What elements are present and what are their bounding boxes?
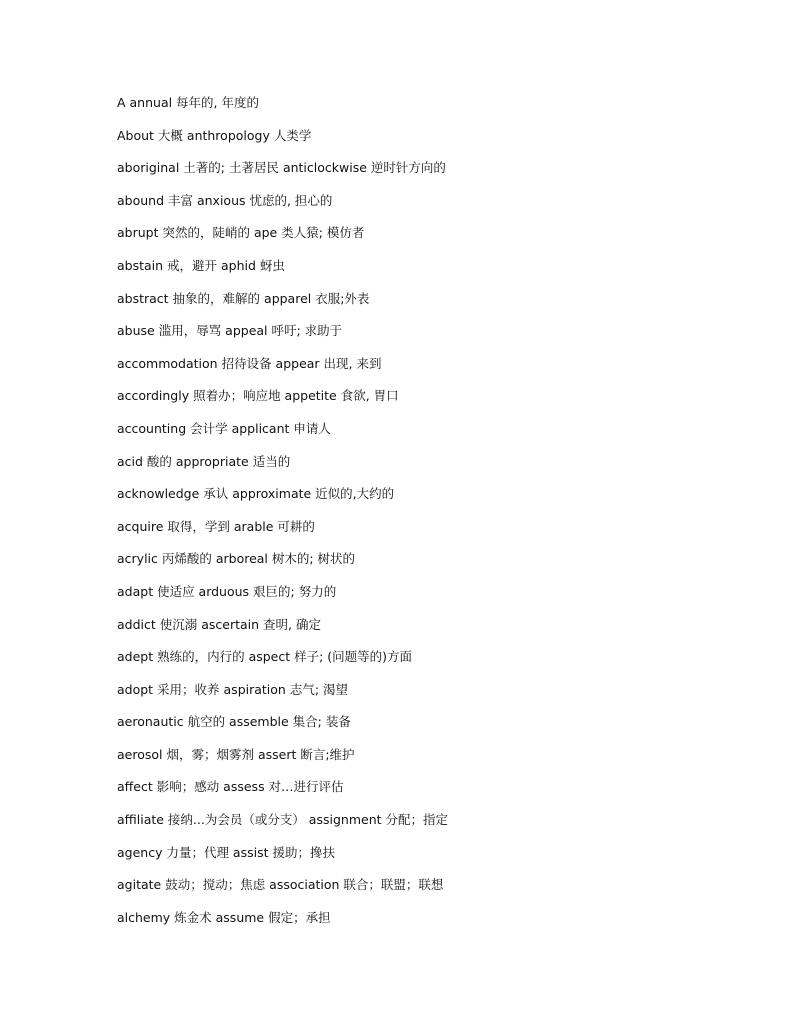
vocabulary-line: adopt 采用；收养 aspiration 志气; 渴望	[117, 681, 349, 697]
vocabulary-list	[117, 93, 717, 940]
vocabulary-line: A annual 每年的, 年度的	[117, 95, 260, 110]
vocabulary-line: affiliate 接纳...为会员（或分支） assignment 分配；指定	[117, 812, 448, 828]
vocabulary-line: abound 丰富 anxious 忧虑的, 担心的	[117, 192, 333, 208]
vocabulary-line: adapt 使适应 arduous 艰巨的; 努力的	[117, 583, 337, 599]
vocabulary-line: aerosol 烟，雾；烟雾剂 assert 断言;维护	[117, 746, 355, 762]
vocabulary-line: acid 酸的 appropriate 适当的	[117, 453, 291, 469]
vocabulary-line: abrupt 突然的，陡峭的 ape 类人猿; 模仿者	[117, 225, 365, 241]
vocabulary-line: acquire 取得，学到 arable 可耕的	[117, 518, 315, 534]
vocabulary-line: abuse 滥用，辱骂 appeal 呼吁; 求助于	[117, 323, 343, 339]
vocabulary-line: addict 使沉溺 ascertain 查明, 确定	[117, 616, 321, 632]
vocabulary-line: abstract 抽象的，难解的 apparel 衣服;外表	[117, 290, 370, 306]
vocabulary-line: accordingly 照着办；响应地 appetite 食欲, 胃口	[117, 388, 399, 404]
vocabulary-line: accounting 会计学 applicant 申请人	[117, 420, 331, 436]
vocabulary-line: About 大概 anthropology 人类学	[117, 127, 312, 143]
vocabulary-line: acknowledge 承认 approximate 近似的,大约的	[117, 486, 395, 502]
vocabulary-line: accommodation 招待设备 appear 出现, 来到	[117, 355, 382, 371]
vocabulary-line: affect 影响；感动 assess 对…进行评估	[117, 779, 344, 795]
vocabulary-line: aeronautic 航空的 assemble 集合; 装备	[117, 714, 351, 730]
vocabulary-line: agitate 鼓动；搅动；焦虑 association 联合；联盟；联想	[117, 877, 444, 893]
vocabulary-line: adept 熟练的，内行的 aspect 样子; (问题等的)方面	[117, 649, 413, 665]
vocabulary-line: agency 力量；代理 assist 援助；搀扶	[117, 844, 335, 860]
vocabulary-line: aboriginal 土著的; 土著居民 anticlockwise 逆时针方向的	[117, 160, 446, 176]
vocabulary-line: alchemy 炼金术 assume 假定；承担	[117, 909, 331, 925]
vocabulary-line: abstain 戒，避开 aphid 蚜虫	[117, 257, 285, 273]
vocabulary-line: acrylic 丙烯酸的 arboreal 树木的; 树状的	[117, 551, 356, 567]
